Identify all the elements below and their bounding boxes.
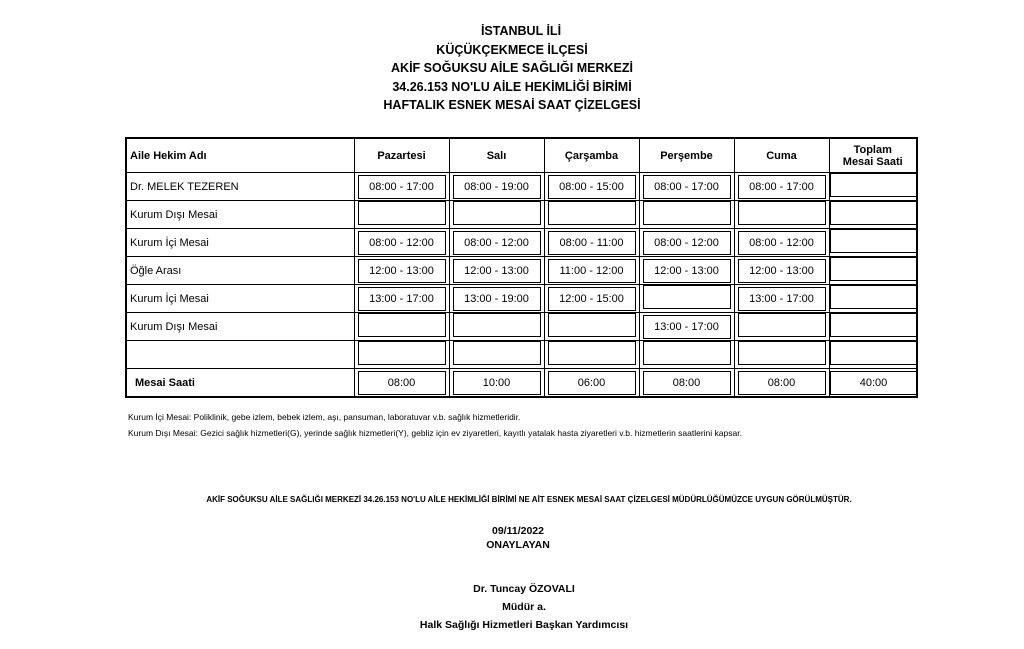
total-hours: 08:00 (643, 371, 731, 395)
time-cell (544, 341, 639, 369)
table-header-row (126, 138, 917, 173)
time-range (358, 341, 446, 365)
schedule-table (125, 137, 918, 398)
time-range (643, 285, 731, 309)
time-cell (354, 229, 449, 257)
header-district: KÜÇÜKÇEKMECE İLÇESİ (436, 42, 588, 57)
time-cell (354, 173, 449, 201)
total-header-line1: Toplam (853, 143, 892, 156)
time-cell (829, 285, 917, 313)
time-range: 08:00 - 19:00 (453, 175, 541, 199)
signer-block (0, 580, 1024, 634)
signer-name: Dr. Tuncay ÖZOVALI (473, 583, 575, 595)
time-cell (829, 229, 917, 257)
time-cell (449, 341, 544, 369)
time-cell (734, 313, 829, 341)
row-label: Öğle Arası (126, 257, 354, 285)
time-cell (449, 173, 544, 201)
time-range (830, 201, 918, 225)
approval-date: 09/11/2022 (492, 525, 544, 537)
row-label: Kurum İçi Mesai (126, 229, 354, 257)
notes (128, 410, 742, 441)
time-cell (544, 257, 639, 285)
time-cell (449, 257, 544, 285)
table-row (126, 341, 917, 369)
time-cell (639, 201, 734, 229)
time-range: 13:00 - 17:00 (643, 315, 731, 339)
total-cell (354, 369, 449, 398)
row-label: Dr. MELEK TEZEREN (126, 173, 354, 201)
document-header (0, 22, 1024, 115)
note-internal: Kurum İçi Mesai: Poliklinik, gebe izlem, bebek izlem, aşı, pansuman, laboratuvar v.b. sağlık hizmetleridir. (128, 412, 521, 422)
time-cell (544, 201, 639, 229)
time-cell (734, 285, 829, 313)
time-cell (639, 229, 734, 257)
time-range: 08:00 - 15:00 (548, 175, 636, 199)
time-cell (639, 313, 734, 341)
approval-statement: AKİF SOĞUKSU AİLE SAĞLIĞI MERKEZİ 34.26.153 NO'LU AİLE HEKİMLİĞİ BİRİMİ NE AİT ESNEK MESAİ SAAT ÇİZELGESİ MÜDÜRLÜĞÜMÜZCE UYGUN GÖRÜLMÜŞTÜR. (206, 495, 852, 504)
table-row (126, 201, 917, 229)
total-hours: 06:00 (548, 371, 636, 395)
time-cell (354, 341, 449, 369)
total-cell (734, 369, 829, 398)
row-label: Kurum İçi Mesai (126, 285, 354, 313)
header-title: HAFTALIK ESNEK MESAİ SAAT ÇİZELGESİ (383, 98, 641, 112)
total-hours: 08:00 (738, 371, 826, 395)
header-cell-wednesday: Çarşamba (544, 138, 639, 173)
time-cell (639, 341, 734, 369)
time-range: 08:00 - 12:00 (738, 231, 826, 255)
time-range: 12:00 - 13:00 (453, 259, 541, 283)
time-range (830, 173, 918, 197)
time-range (830, 285, 918, 309)
time-cell (544, 313, 639, 341)
time-cell (449, 201, 544, 229)
total-hours: 08:00 (358, 371, 446, 395)
table-row (126, 285, 917, 313)
time-range (548, 313, 636, 337)
time-range: 08:00 - 11:00 (548, 231, 636, 255)
row-label: Kurum Dışı Mesai (126, 313, 354, 341)
time-cell (734, 341, 829, 369)
row-label: Kurum Dışı Mesai (126, 201, 354, 229)
total-row (126, 369, 917, 398)
time-cell (829, 201, 917, 229)
time-cell (734, 257, 829, 285)
time-range (548, 341, 636, 365)
time-range: 08:00 - 17:00 (358, 175, 446, 199)
time-range: 08:00 - 12:00 (643, 231, 731, 255)
header-cell-total (829, 138, 917, 173)
header-unit: 34.26.153 NO'LU AİLE HEKİMLİĞİ BİRİMİ (392, 79, 632, 94)
time-cell (354, 257, 449, 285)
time-range: 12:00 - 13:00 (738, 259, 826, 283)
time-range (453, 341, 541, 365)
row-label (126, 341, 354, 369)
time-range (643, 341, 731, 365)
time-range (738, 201, 826, 225)
total-header-line2: Mesai Saati (842, 155, 903, 168)
table-row (126, 173, 917, 201)
time-cell (544, 229, 639, 257)
header-center: AKİF SOĞUKSU AİLE SAĞLIĞI MERKEZİ (391, 61, 633, 75)
time-range (830, 257, 918, 281)
header-cell-monday: Pazartesi (354, 138, 449, 173)
time-cell (544, 173, 639, 201)
time-range: 11:00 - 12:00 (548, 259, 636, 283)
total-cell (829, 369, 917, 398)
time-range (358, 313, 446, 337)
time-range: 13:00 - 17:00 (738, 287, 826, 311)
time-range (358, 201, 446, 225)
time-cell (354, 285, 449, 313)
time-cell (829, 313, 917, 341)
time-range: 08:00 - 12:00 (453, 231, 541, 255)
total-cell (544, 369, 639, 398)
header-province: İSTANBUL İLİ (480, 24, 562, 38)
time-range (643, 201, 731, 225)
time-range (453, 313, 541, 337)
table-row (126, 257, 917, 285)
time-range: 13:00 - 17:00 (358, 287, 446, 311)
time-cell (449, 285, 544, 313)
signer-role: Müdür a. (502, 601, 546, 613)
time-range: 13:00 - 19:00 (453, 287, 541, 311)
total-cell (449, 369, 544, 398)
time-cell (734, 201, 829, 229)
total-hours: 40:00 (830, 371, 918, 395)
header-cell-thursday: Perşembe (639, 138, 734, 173)
time-cell (734, 173, 829, 201)
time-cell (354, 201, 449, 229)
time-range (548, 201, 636, 225)
approval-block (0, 524, 1024, 552)
time-cell (734, 229, 829, 257)
note-external: Kurum Dışı Mesai: Gezici sağlık hizmetleri(G), yerinde sağlık hizmetleri(Y), gebliz için ev ziyaretleri, kayıtlı yatalak hasta ziyaretleri v.b. hizmetlerin saatlerini kapsar. (128, 427, 742, 438)
time-range (738, 341, 826, 365)
time-range: 08:00 - 17:00 (643, 175, 731, 199)
time-cell (639, 173, 734, 201)
time-cell (449, 229, 544, 257)
total-cell (639, 369, 734, 398)
time-range: 08:00 - 17:00 (738, 175, 826, 199)
time-range: 12:00 - 13:00 (358, 259, 446, 283)
table-row (126, 229, 917, 257)
time-cell (829, 341, 917, 369)
header-cell-friday: Cuma (734, 138, 829, 173)
total-hours: 10:00 (453, 371, 541, 395)
time-range: 12:00 - 13:00 (643, 259, 731, 283)
time-range (830, 313, 918, 337)
time-range (738, 313, 826, 337)
table-row (126, 313, 917, 341)
time-cell (449, 313, 544, 341)
time-cell (544, 285, 639, 313)
header-cell-tuesday: Salı (449, 138, 544, 173)
time-range: 12:00 - 15:00 (548, 287, 636, 311)
time-cell (829, 257, 917, 285)
time-range (453, 201, 541, 225)
time-cell (639, 285, 734, 313)
time-range (830, 341, 918, 365)
time-cell (354, 313, 449, 341)
time-cell (639, 257, 734, 285)
approval-label: ONAYLAYAN (486, 539, 550, 551)
time-range (830, 229, 918, 253)
time-cell (829, 173, 917, 201)
time-range: 08:00 - 12:00 (358, 231, 446, 255)
header-cell-doctor: Aile Hekim Adı (126, 138, 354, 173)
signer-title: Halk Sağlığı Hizmetleri Başkan Yardımcısı (419, 619, 629, 631)
total-row-label: Mesai Saati (126, 369, 354, 398)
